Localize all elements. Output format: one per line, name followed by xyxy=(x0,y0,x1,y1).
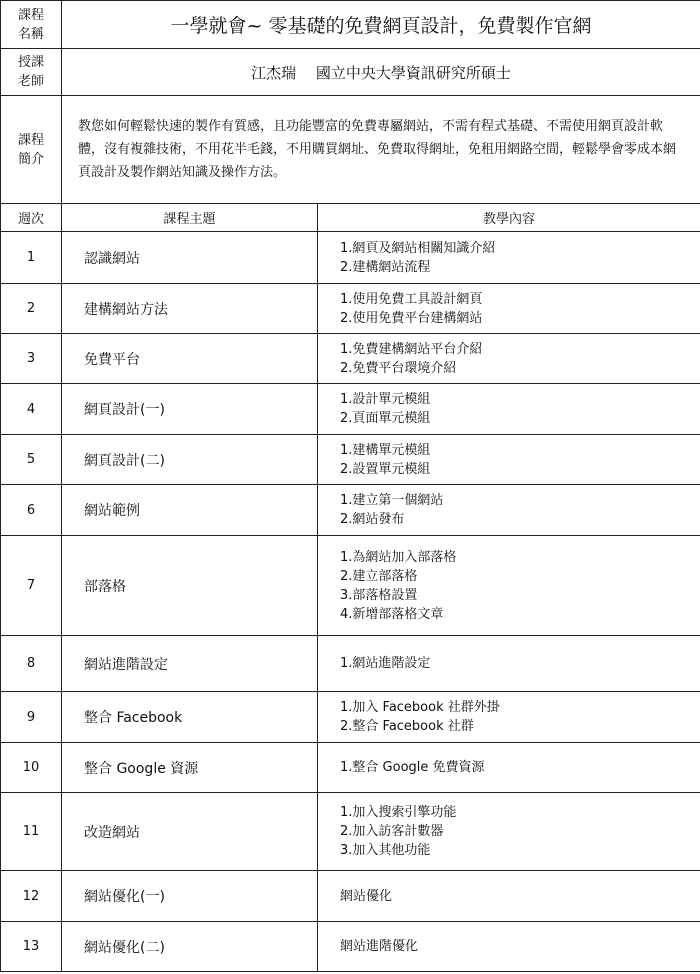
content-line: 1.免費建構網站平台介紹 xyxy=(340,341,483,357)
teaching-content xyxy=(318,692,700,743)
teaching-content xyxy=(318,384,700,435)
course-topic: 網站優化(二) xyxy=(62,922,318,972)
teaching-content xyxy=(318,922,700,972)
content-line: 2.頁面單元模組 xyxy=(340,411,431,426)
week-number: 1 xyxy=(1,232,62,284)
content-line: 1.網頁及網站相關知識介紹 xyxy=(340,240,496,256)
table-row xyxy=(1,384,700,435)
table-row xyxy=(1,485,700,536)
table-row xyxy=(1,743,700,793)
course-topic: 網頁設計(二) xyxy=(62,435,318,485)
course-topic: 部落格 xyxy=(62,536,318,636)
week-number: 2 xyxy=(1,284,62,334)
week-number: 12 xyxy=(1,871,62,922)
teaching-content xyxy=(318,871,700,922)
header-content: 教學內容 xyxy=(318,204,700,232)
teaching-content xyxy=(318,435,700,485)
week-number: 8 xyxy=(1,636,62,692)
content-line: 3.部落格設置 xyxy=(340,587,418,603)
course-topic: 網站優化(一) xyxy=(62,871,318,922)
content-line: 2.建立部落格 xyxy=(340,568,418,584)
intro-row xyxy=(1,96,700,204)
week-number: 13 xyxy=(1,922,62,972)
table-row xyxy=(1,334,700,384)
content-line: 2.建構網站流程 xyxy=(340,259,431,275)
table-row xyxy=(1,692,700,743)
table-row xyxy=(1,871,700,922)
teacher-label: 授課 老師 xyxy=(1,49,62,96)
table-row xyxy=(1,793,700,871)
course-topic: 認識網站 xyxy=(62,232,318,284)
content-line: 4.新增部落格文章 xyxy=(340,606,444,622)
content-line: 2.網站發布 xyxy=(340,512,405,527)
course-name-label: 課程 名稱 xyxy=(1,1,62,49)
week-number: 10 xyxy=(1,743,62,793)
teacher-row xyxy=(1,49,700,96)
table-row xyxy=(1,536,700,636)
content-line: 2.免費平台環境介紹 xyxy=(340,360,457,376)
week-number: 11 xyxy=(1,793,62,871)
course-name-row xyxy=(1,1,700,49)
table-row xyxy=(1,284,700,334)
content-line: 1.為網站加入部落格 xyxy=(340,549,457,565)
content-line: 1.網站進階設定 xyxy=(340,656,431,671)
week-number: 7 xyxy=(1,536,62,636)
teacher-name: 江杰瑞 國立中央大學資訊研究所碩士 xyxy=(62,49,700,96)
content-line: 1.設計單元模組 xyxy=(340,392,431,407)
teaching-content xyxy=(318,793,700,871)
content-line: 3.加入其他功能 xyxy=(340,843,431,858)
week-number: 9 xyxy=(1,692,62,743)
teaching-content xyxy=(318,232,700,284)
content-line: 2.加入訪客計數器 xyxy=(340,824,444,839)
content-line: 網站優化 xyxy=(340,888,393,904)
week-number: 3 xyxy=(1,334,62,384)
content-line: 1.整合 Google 免費資源 xyxy=(340,760,485,775)
content-line: 1.建構單元模組 xyxy=(340,442,431,458)
course-topic: 網頁設計(一) xyxy=(62,384,318,435)
content-line: 1.使用免費工具設計網頁 xyxy=(340,291,483,307)
teaching-content xyxy=(318,536,700,636)
teaching-content xyxy=(318,636,700,692)
content-line: 1.加入搜索引擎功能 xyxy=(340,805,457,820)
course-topic: 免費平台 xyxy=(62,334,318,384)
week-number: 5 xyxy=(1,435,62,485)
content-line: 網站進階優化 xyxy=(340,939,419,954)
week-number: 6 xyxy=(1,485,62,536)
teaching-content xyxy=(318,485,700,536)
header-week: 週次 xyxy=(1,204,62,232)
week-number: 4 xyxy=(1,384,62,435)
teaching-content xyxy=(318,334,700,384)
course-topic: 整合 Facebook xyxy=(62,692,318,743)
course-topic: 改造網站 xyxy=(62,793,318,871)
table-row xyxy=(1,922,700,972)
content-line: 1.加入 Facebook 社群外掛 xyxy=(340,700,500,715)
content-line: 2.整合 Facebook 社群 xyxy=(340,719,474,734)
intro-label: 課程 簡介 xyxy=(1,96,62,204)
course-topic: 整合 Google 資源 xyxy=(62,743,318,793)
content-line: 2.使用免費平台建構網站 xyxy=(340,310,483,326)
table-row xyxy=(1,636,700,692)
table-row xyxy=(1,232,700,284)
header-topic: 課程主題 xyxy=(62,204,318,232)
table-row xyxy=(1,435,700,485)
content-line: 2.設置單元模組 xyxy=(340,461,431,477)
content-line: 1.建立第一個網站 xyxy=(340,493,444,508)
course-topic: 建構網站方法 xyxy=(62,284,318,334)
course-topic: 網站範例 xyxy=(62,485,318,536)
header-row xyxy=(1,204,700,232)
course-topic: 網站進階設定 xyxy=(62,636,318,692)
intro-text: 教您如何輕鬆快速的製作有質感，且功能豐富的免費專屬網站，不需有程式基礎、不需使用網頁設計軟體，沒有複雜技術，不用花半毛錢，不用購買網址、免費取得網址，免租用網路空間，輕鬆學會零成本網頁設計及製作網站知識及操作方法。 xyxy=(62,96,700,204)
course-name: 一學就會~ 零基礎的免費網頁設計，免費製作官網 xyxy=(62,1,700,49)
teaching-content xyxy=(318,284,700,334)
teaching-content xyxy=(318,743,700,793)
